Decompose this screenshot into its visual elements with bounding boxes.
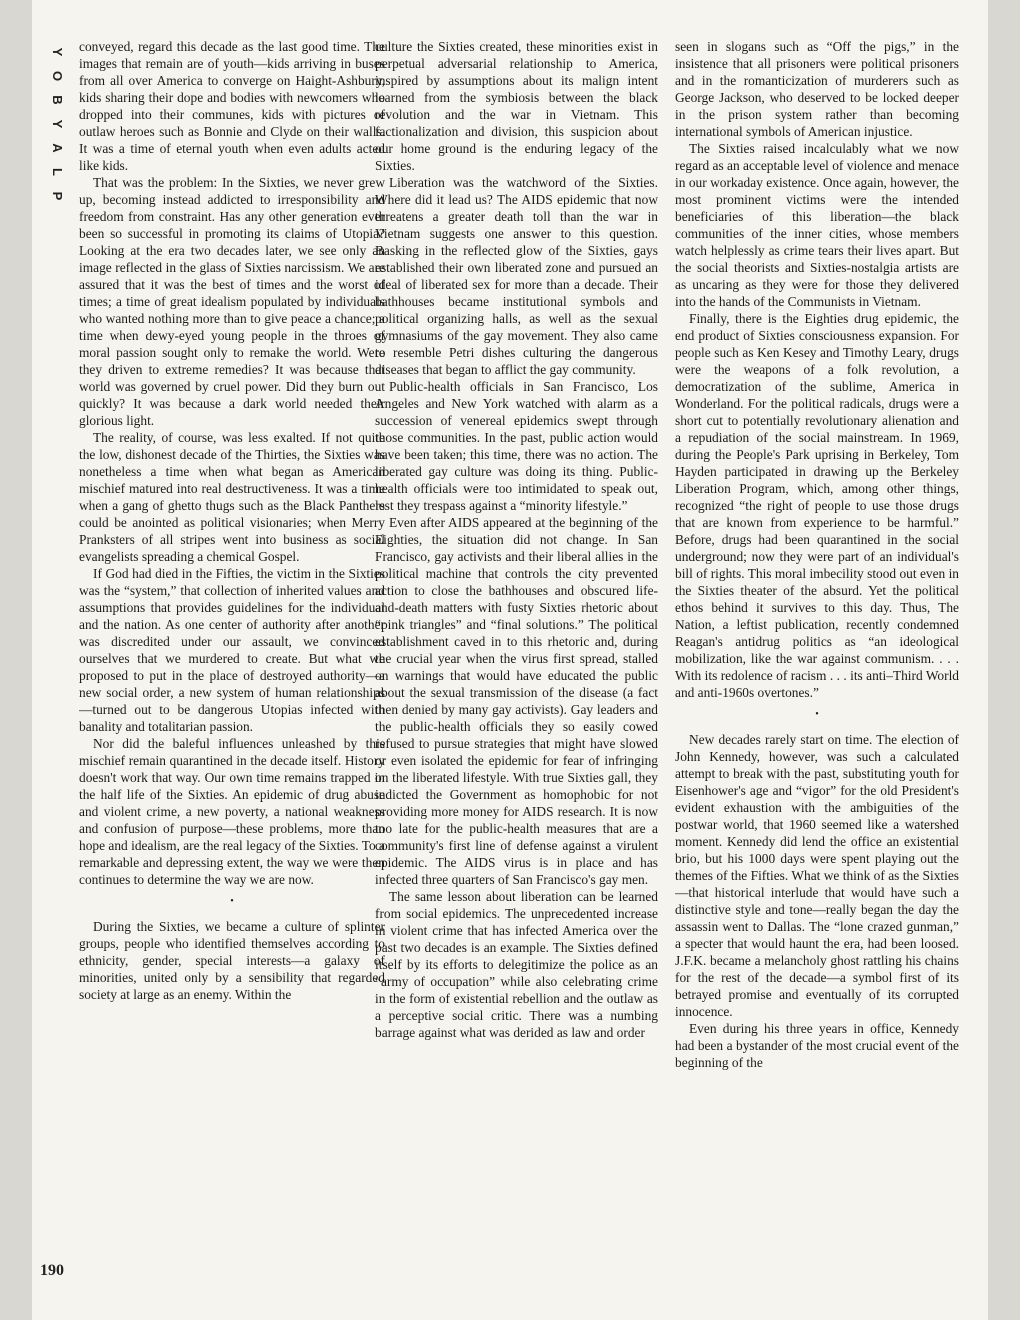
magazine-name-vertical [46, 40, 68, 208]
paragraph: New decades rarely start on time. The election of John Kennedy, however, was such a calculated attempt to break with the past, substituting youth for Eisenhower's age and “vigor” for the old President's evident exhaustion with the ambiguities of the postwar world, that 1960 seemed like a watershed moment. Kennedy did lend the office an existential brio, but his 1000 days were spent playing out the themes of the Fifties. What we think of as the Sixties—that historical interlude that would have such a distinctive style and tone—really began the day the assassin went to Dallas. The “lone crazed gunman,” a specter that would haunt the era, had been loosed. J.F.K. became a melancholy ghost rattling his chains for the rest of the decade—a symbol first of its betrayed promise and eventually of its corrupted innocence. [675, 732, 959, 1019]
paragraph: Public-health officials in San Francisco, Los Angeles and New York watched with alarm as a succession of venereal epidemics swept through those communities. In the past, public action would have been taken; this time, there was no action. The liberated gay culture was doing its thing. Public-health officials were too intimidated to speak out, lest they trespass against a “minority lifestyle.” [375, 379, 658, 513]
paragraph: If God had died in the Fifties, the victim in the Sixties was the “system,” that collection of inherited values and assumptions that provides guidelines for the individual and the nation. As one center of authority after another was discredited under our assault, we convinced ourselves that we murdered to create. But what we proposed to put in the place of destroyed authority—a new social order, a new system of human relationships—turned out to be dangerous Utopias infected with banality and totalitarian passion. [79, 566, 385, 734]
paragraph: conveyed, regard this decade as the last good time. The images that remain are of youth—kids arriving in buses from all over America to converge on Haight-Ashbury, kids sharing their dope and bodies with newcomers who dropped into their communes, kids with pictures of outlaw heroes such as Bonnie and Clyde on their walls. It was a time of eternal youth when even adults acted like kids. [79, 39, 385, 173]
paragraph: Liberation was the watchword of the Sixties. Where did it lead us? The AIDS epidemic that now threatens a greater death toll than the war in Vietnam suggests one answer to this question. Basking in the reflected glow of the Sixties, gays established their own liberated zone and pursued an ideal of liberated sex for more than a decade. Their bathhouses became institutional symbols and political organizing halls, as well as the sexual gymnasiums of the gay movement. They also came to resemble Petri dishes culturing the dangerous diseases that began to afflict the gay community. [375, 175, 658, 377]
paragraph: Nor did the baleful influences unleashed by this mischief remain quarantined in the decade itself. History doesn't work that way. Our own time remains trapped in the half life of the Sixties. An epidemic of drug abuse and violent crime, a new poverty, a national weakness and confusion of purpose—these problems, more than hope and idealism, are the real legacy of the Sixties. To a remarkable and depressing extent, the way we were then continues to determine the way we are now. [79, 736, 385, 887]
magazine-page [32, 0, 988, 1320]
paragraph: Even during his three years in office, Kennedy had been a bystander of the most crucial event of the beginning of the [675, 1021, 959, 1070]
magazine-letter: P [50, 191, 65, 201]
paragraph: Finally, there is the Eighties drug epidemic, the end product of Sixties consciousness expansion. For people such as Ken Kesey and Timothy Leary, drugs were the weapons of a folk revolution, a democratization of the sublime, America in Wonderland. For the political radicals, drugs were a short cut to potentially revolutionary alienation and a repudiation of the social mainstream. In 1969, during the People's Park uprising in Berkeley, Tom Hayden participated in drawing up the Berkeley Liberation Program, which, among other things, recognized “the right of people to use those drugs that are known from experience to be harmful.” Before, drugs had been quarantined in the social underground; now they were part of an individual's bill of rights. This moral imbecility stood out even in the Sixties theater of the absurd. Yet the political ethos behind it survives to this day. Thus, The Nation, a leftist publication, recently condemned Reagan's antidrug politics as “an ideological mobilization, like the war against communism. . . . With its redolence of racism . . . its anti–Third World and anti-1960s overtones.” [675, 311, 959, 700]
paragraph: seen in slogans such as “Off the pigs,” in the insistence that all prisoners were political prisoners and in the romanticization of murderers such as George Jackson, who deserved to be locked deeper in the prison system rather than becoming international symbols of American injustice. [675, 39, 959, 139]
magazine-letter: Y [50, 119, 65, 129]
magazine-letter: Y [50, 47, 65, 57]
text-column-3 [675, 38, 959, 1278]
magazine-letter: B [50, 95, 65, 105]
magazine-letter: O [50, 70, 65, 82]
paragraph: During the Sixties, we became a culture of splinter groups, people who identified themselves according to ethnicity, gender, special interests—a galaxy of minorities, united only by a sensibility that regarded society at large as an enemy. Within the [79, 919, 385, 1002]
paragraph: That was the problem: In the Sixties, we never grew up, becoming instead addicted to irresponsibility and freedom from constraint. Has any other generation ever been so successful in promoting its claims of Utopia? Looking at the era two decades later, we see only an image reflected in the glass of Sixties narcissism. We are assured that it was the best of times and the worst of times; a time of great idealism populated by individuals who wanted nothing more than to give peace a chance; a time when dewy-eyed young people in the throes of moral passion sought only to remake the world. Were they driven to extreme remedies? It was because that world was governed by cruel power. Did they burn out quickly? It was because a dark world needed their glorious light. [79, 175, 385, 428]
section-break-bullet: • [230, 896, 234, 907]
section-break-bullet: • [815, 709, 819, 720]
paragraph: The reality, of course, was less exalted. If not quite the low, dishonest decade of the Thirties, the Sixties was nonetheless a time when what began as American mischief matured into real destructiveness. It was a time when a gang of ghetto thugs such as the Black Panthers could be anointed as political visionaries; when Merry Pranksters of all stripes went into business as social evangelists spreading a chemical Gospel. [79, 430, 385, 564]
page-number: 190 [40, 1262, 64, 1279]
paragraph: The same lesson about liberation can be learned from social epidemics. The unprecedented increase in violent crime that has infected America over the past two decades is an example. The Sixties defined itself by its efforts to delegitimize the police as an “army of occupation” while also celebrating crime in the form of existential rebellion and the outlaw as a perceptive social critic. There was a numbing barrage against what was derided as law and order [375, 889, 658, 1040]
paragraph: culture the Sixties created, these minorities exist in perpetual adversarial relationship to America, inspired by assumptions about its malign intent learned from the symbiosis between the black revolution and the war in Vietnam. This factionalization and division, this suspicion about our home ground is the enduring legacy of the Sixties. [375, 39, 658, 173]
paragraph: The Sixties raised incalculably what we now regard as an acceptable level of violence and menace in our workaday existence. Once again, however, the most prominent victims were the intended beneficiaries of this liberation—the black communities of the inner cities, whose members watch helplessly as crime tears their lives apart. But the social theorists and Sixties-nostalgia artists are as uncaring as they were for those they delivered into the hands of the Communists in Vietnam. [675, 141, 959, 309]
magazine-letter: A [50, 143, 65, 153]
magazine-letter: L [50, 168, 65, 176]
paragraph: Even after AIDS appeared at the beginning of the Eighties, the situation did not change. In San Francisco, gay activists and their liberal allies in the political machine that controls the city prevented action to close the bathhouses and obscured life-and-death matters with fusty Sixties rhetoric about “pink triangles” and “final solutions.” The political establishment caved in to this rhetoric and, during the crucial year when the virus first spread, stalled on warnings that would have educated the public about the sexual transmission of the disease (a fact then denied by many gay activists). Gay leaders and the public-health officials they so easily cowed refused to pursue strategies that might have slowed or even isolated the epidemic for fear of infringing on the liberated lifestyle. With true Sixties gall, they indicted the Government as homophobic for not providing more money for AIDS research. It is now too late for the public-health measures that are a community's first line of defense against a virulent epidemic. The AIDS virus is in place and has infected three quarters of San Francisco's gay men. [375, 515, 658, 887]
text-column-1 [79, 38, 385, 1278]
text-column-2 [375, 38, 658, 1278]
